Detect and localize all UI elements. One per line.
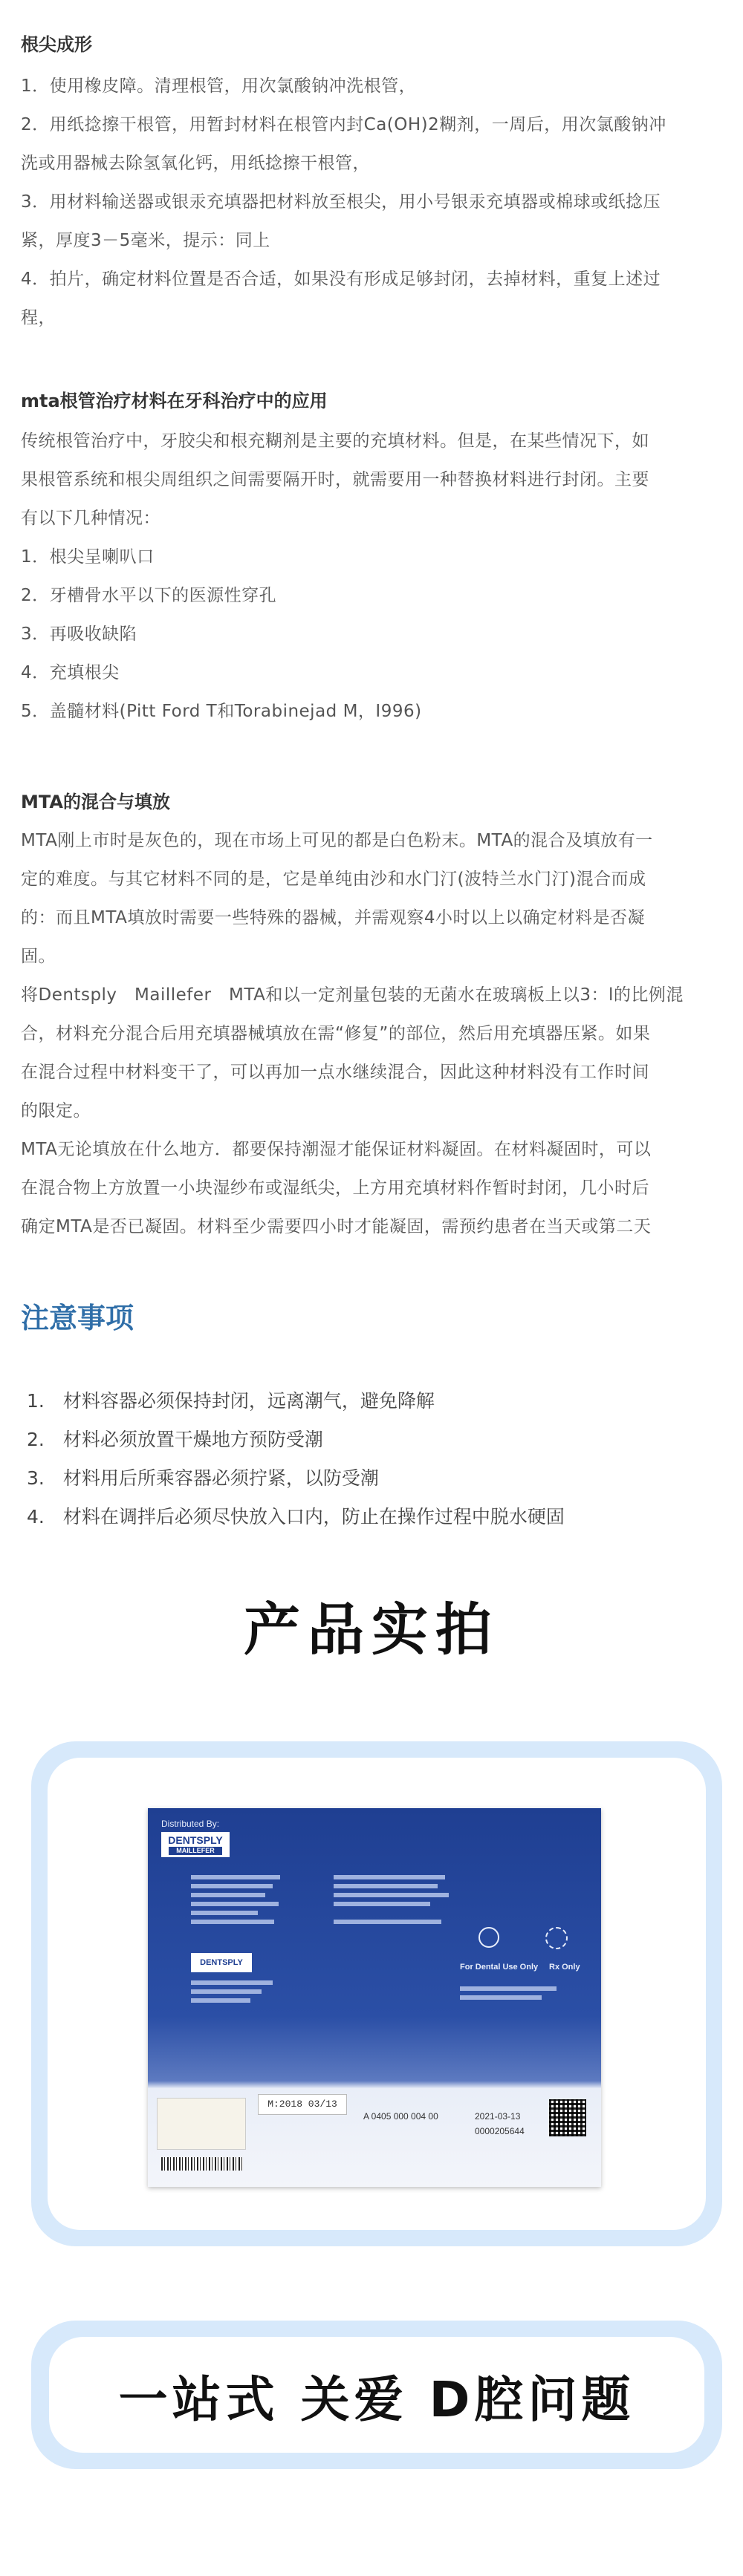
label-sticker — [157, 2098, 246, 2150]
root-apex-body — [21, 67, 727, 337]
qr-code — [549, 2099, 586, 2136]
application-section — [21, 386, 727, 731]
text-block-graphic — [191, 1875, 280, 1879]
text-block-graphic — [334, 1884, 438, 1888]
text-line: 传统根管治疗中，牙胶尖和根充糊剂是主要的充填材料。但是，在某些情况下，如 — [21, 431, 649, 451]
ref-value: A 0405 000 004 00 — [363, 2111, 438, 2122]
text-line: MTA无论填放在什么地方．都要保持潮湿才能保证材料凝固。在材料凝固时，可以 — [21, 1140, 652, 1159]
text-line: 的限定。 — [21, 1101, 91, 1121]
rx-label: Rx Only — [549, 1963, 580, 1972]
brand-logo-small — [191, 1953, 252, 1972]
text-line: 有以下几种情况： — [21, 509, 160, 528]
text-line: 合，材料充分混合后用充填器械填放在需“修复”的部位，然后用充填器压紧。如果 — [21, 1024, 651, 1043]
text-line: 4．拍片，确定材料位置是否合适，如果没有形成足够封闭，去掉材料，重复上述过 — [21, 270, 661, 289]
slogan-text: 一站式 关爱 D腔问题 — [118, 2370, 635, 2428]
mixing-section — [21, 787, 727, 1246]
text-line: 1．使用橡皮障。清理根管，用次氯酸钠冲洗根管， — [21, 76, 417, 96]
notice-title: 注意事项 — [21, 1302, 134, 1334]
text-line: 洗或用器械去除氢氧化钙，用纸捻擦干根管， — [21, 154, 370, 173]
root-apex-title: 根尖成形 — [21, 34, 92, 55]
single-use-icon — [478, 1927, 499, 1948]
product-photo-frame — [31, 1741, 722, 2246]
notice-section — [21, 1296, 727, 1536]
text-line: 的：而且MTA填放时需要一些特殊的器械，并需观察4小时以上以确定材料是否凝 — [21, 908, 645, 927]
list-item: 3. 材料用后所乘容器必须拧紧，以防受潮 — [27, 1467, 379, 1489]
distributed-by-label: Distributed By: — [161, 1819, 220, 1829]
text-block-graphic — [460, 1995, 542, 2000]
text-block-graphic — [334, 1875, 445, 1879]
text-line: 2．用纸捻擦干根管，用暂封材料在根管内封Ca(OH)2糊剂，一周后，用次氯酸钠冲 — [21, 115, 666, 134]
sun-icon — [545, 1927, 568, 1949]
notice-list — [21, 1382, 727, 1536]
text-line: 确定MTA是否已凝固。材料至少需要四小时才能凝固，需预约患者在当天或第二天 — [21, 1217, 652, 1236]
text-block-graphic — [191, 1893, 265, 1897]
text-line: 定的难度。与其它材料不同的是，它是单纯由沙和水门汀(波特兰水门汀)混合而成 — [21, 870, 646, 889]
text-line: 4．充填根尖 — [21, 663, 120, 682]
text-line: 在混合物上方放置一小块湿纱布或湿纸尖，上方用充填材料作暂时封闭，几小时后 — [21, 1178, 649, 1198]
text-line: 2．牙槽骨水平以下的医源性穿孔 — [21, 586, 277, 605]
list-item: 1. 材料容器必须保持封闭，远离潮气，避免降解 — [27, 1390, 435, 1412]
barcode — [161, 2157, 243, 2171]
slogan-inner — [49, 2337, 704, 2453]
text-line: 3．用材料输送器或银汞充填器把材料放至根尖，用小号银汞充填器或棉球或纸捻压 — [21, 192, 661, 212]
mixing-title: MTA的混合与填放 — [21, 792, 170, 812]
product-box-image — [148, 1808, 601, 2187]
slogan-frame — [31, 2321, 722, 2469]
photo-heading: 产品实拍 — [244, 1597, 499, 1663]
brand-sub: MAILLEFER — [169, 1847, 222, 1855]
lot-value: 0000205644 — [475, 2126, 525, 2136]
dental-use-label: For Dental Use Only — [460, 1963, 539, 1972]
text-line: 果根管系统和根尖周组织之间需要隔开时，就需要用一种替换材料进行封闭。主要 — [21, 470, 649, 489]
text-line: 3．再吸收缺陷 — [21, 625, 137, 644]
list-item: 2. 材料必须放置干燥地方预防受潮 — [27, 1429, 323, 1450]
application-title: mta根管治疗材料在牙科治疗中的应用 — [21, 391, 328, 411]
expiry-text — [475, 2111, 520, 2122]
expiry-value: 2021-03-13 — [475, 2111, 521, 2122]
text-block-graphic — [334, 1920, 441, 1924]
root-apex-section — [21, 30, 727, 337]
text-block-graphic — [191, 1989, 262, 1994]
text-line: 紧，厚度3－5毫米，提示：同上 — [21, 231, 270, 250]
brand-name: DENTSPLY — [168, 1834, 223, 1846]
text-block-graphic — [191, 1920, 274, 1924]
ref-text — [363, 2111, 438, 2122]
text-block-graphic — [334, 1893, 449, 1897]
text-block-graphic — [460, 1986, 557, 1991]
text-line: 5．盖髓材料(Pitt Ford T和Torabinejad M，I996) — [21, 702, 422, 721]
brand-name: DENTSPLY — [200, 1958, 243, 1967]
lot-text — [475, 2126, 525, 2136]
text-block-graphic — [191, 1884, 273, 1888]
application-body — [21, 422, 727, 731]
lot-date: M:2018 03/13 — [267, 2099, 337, 2110]
text-block-graphic — [191, 1998, 250, 2003]
text-line: 在混合过程中材料变干了，可以再加一点水继续混合，因此这种材料没有工作时间 — [21, 1063, 649, 1082]
text-line: 将Dentsply Maillefer MTA和以一定剂量包装的无菌水在玻璃板上以3：l的比例混 — [21, 985, 684, 1005]
product-photo-inner — [48, 1758, 706, 2230]
brand-logo — [161, 1832, 230, 1857]
text-line: 固。 — [21, 947, 56, 966]
list-item: 4. 材料在调拌后必须尽快放入口内，防止在操作过程中脱水硬固 — [27, 1506, 565, 1527]
text-line: MTA刚上市时是灰色的，现在市场上可见的都是白色粉末。MTA的混合及填放有一 — [21, 831, 653, 850]
date-stamp — [258, 2094, 347, 2115]
mixing-body — [21, 821, 727, 1246]
text-block-graphic — [191, 1902, 279, 1906]
text-block-graphic — [191, 1980, 273, 1985]
text-block-graphic — [334, 1902, 430, 1906]
text-line: 程， — [21, 308, 56, 327]
text-line: 1．根尖呈喇叭口 — [21, 547, 155, 567]
text-block-graphic — [191, 1911, 258, 1915]
